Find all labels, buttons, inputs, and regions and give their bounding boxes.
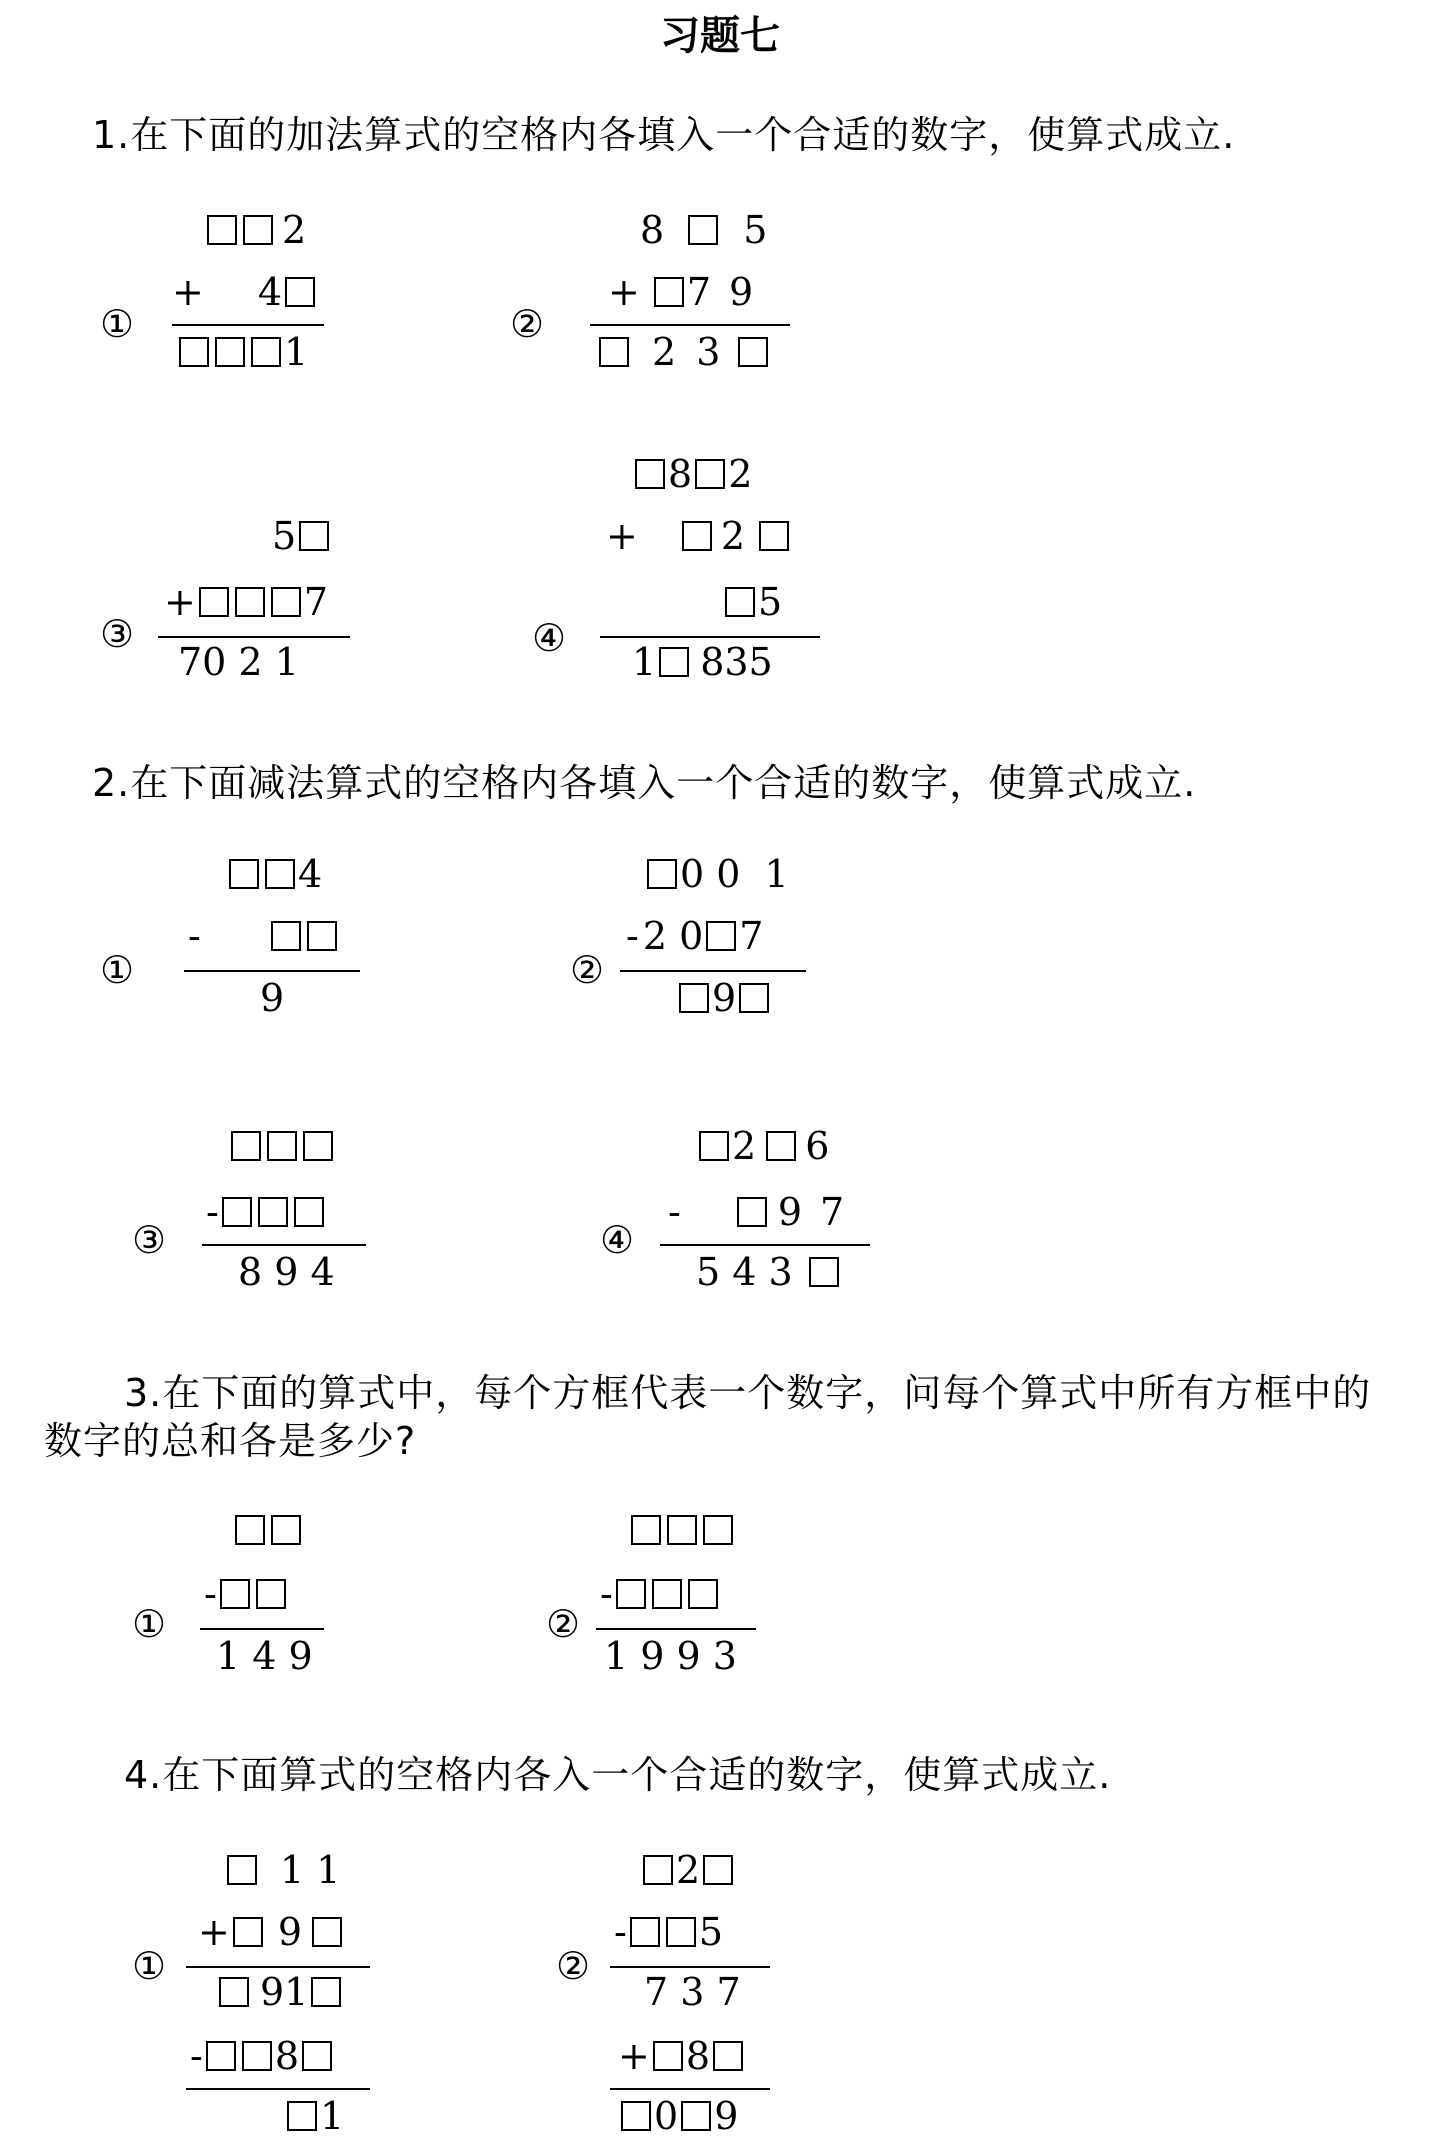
digit-text: + [164,580,196,624]
q4-p1-row5 [284,2094,344,2138]
page-title: 习题七 [660,13,780,59]
sum-line [202,1244,366,1246]
digit-text: 1 9 9 3 [604,1634,737,1678]
blank-box[interactable] [739,983,769,1013]
item-label: ① [100,302,135,346]
q4-p2-row5 [618,2094,738,2138]
digit-text: 8 [668,452,693,496]
q3-p2-row3 [604,1634,737,1678]
blank-box[interactable] [222,1197,252,1227]
blank-box[interactable] [667,1515,697,1545]
blank-box[interactable] [679,983,709,1013]
digit-text: 70 2 1 [178,640,299,684]
digit-text: - [668,1190,681,1234]
digit-text: 0 [654,2094,679,2138]
q1-p2-row2 [608,270,753,314]
digit-text: 1 [764,852,789,896]
sum-line [184,970,360,972]
item-label: ① [100,948,135,992]
q4-p1-row4 [190,2034,335,2078]
digit-text: 3 [696,330,721,374]
digit-text: 7 [739,914,764,958]
q2-p1-row1 [226,852,322,896]
blank-box[interactable] [271,1515,301,1545]
digit-text: 8 [685,2034,711,2078]
digit-text: 5 [743,208,768,252]
blank-box[interactable] [311,1977,341,2007]
digit-text: - [600,1572,613,1616]
digit-text: 91 [260,1970,309,2014]
sum-line [590,324,790,326]
blank-box[interactable] [312,1917,342,1947]
q4-p1-row2 [198,1910,345,1954]
blank-box[interactable] [229,859,259,889]
blank-box[interactable] [303,1131,333,1161]
digit-text: 1 1 [280,1848,341,1892]
sum-line [600,636,820,638]
digit-text: 2 [652,330,677,374]
q4-p2-row4 [618,2034,746,2078]
blank-box[interactable] [643,1855,673,1885]
q1-p2-row1 [640,208,767,252]
digit-text: - [626,914,639,958]
q2-p3-row1 [228,1124,336,1168]
q2-p2-row3 [676,976,772,1020]
blank-box[interactable] [688,1579,718,1609]
blank-box[interactable] [235,587,265,617]
blank-box[interactable] [219,1977,249,2007]
sum-line [610,1966,770,1968]
q1-p3-row2 [164,580,328,624]
digit-text: 1 [320,2094,345,2138]
digit-text: 8 [274,2034,300,2078]
sum-line [610,2088,770,2090]
blank-box[interactable] [242,2041,272,2071]
q3-p2-row1 [628,1508,736,1552]
q4-p2-row3 [644,1970,741,2014]
q4-p2-row2 [614,1910,723,1954]
q1-p1-row3 [176,330,308,374]
blank-box[interactable] [220,1579,250,1609]
sum-line [200,1628,324,1630]
blank-box[interactable] [271,921,301,951]
item-label: ② [510,302,545,346]
blank-box[interactable] [179,337,209,367]
blank-box[interactable] [653,2041,683,2071]
blank-box[interactable] [299,521,329,551]
blank-box[interactable] [599,337,629,367]
sum-line [596,1628,756,1630]
q1-p4-row1 [632,452,752,496]
digit-text: - [188,914,201,958]
blank-box[interactable] [681,2101,711,2131]
item-label: ② [556,1944,591,1988]
q3-p1-row3 [216,1634,313,1678]
blank-box[interactable] [215,337,245,367]
blank-box[interactable] [666,1917,696,1947]
blank-box[interactable] [682,521,712,551]
q2-p3-row3 [238,1250,335,1294]
q2-p3-row2 [206,1190,327,1234]
blank-box[interactable] [258,1197,288,1227]
q4-p1-row3 [216,1970,344,2014]
digit-text: 2 [282,208,307,252]
digit-text: 2 [728,452,753,496]
blank-box[interactable] [307,921,337,951]
digit-text: 7 [303,580,329,624]
blank-box[interactable] [647,859,677,889]
blank-box[interactable] [659,647,689,677]
q1-p3-row1 [272,514,332,558]
digit-text: + [172,270,204,314]
blank-box[interactable] [706,921,736,951]
digit-text: - [204,1572,217,1616]
digit-text: 7 [686,270,712,314]
sum-line [186,1966,370,1968]
digit-text: - [614,1910,627,1954]
blank-box[interactable] [688,215,718,245]
blank-box[interactable] [699,1131,729,1161]
q1-p1-row1 [204,208,306,252]
blank-box[interactable] [231,1131,261,1161]
blank-box[interactable] [294,1197,324,1227]
blank-box[interactable] [302,2041,332,2071]
item-label: ④ [600,1218,635,1262]
blank-box[interactable] [695,459,725,489]
q1-p3-row3 [178,640,299,684]
blank-box[interactable] [265,859,295,889]
blank-box[interactable] [251,337,281,367]
digit-text: 1 [632,640,657,684]
blank-box[interactable] [652,1579,682,1609]
q1-p4-row3 [722,580,782,624]
item-label: ④ [532,616,567,660]
question-2-text: 2.在下面减法算式的空格内各填入一个合适的数字，使算式成立. [92,761,1197,805]
blank-box[interactable] [243,215,273,245]
blank-box[interactable] [759,521,789,551]
digit-text: 2 [676,1848,701,1892]
q3-p2-row2 [600,1572,721,1616]
digit-text: 9 [729,270,754,314]
blank-box[interactable] [199,587,229,617]
q2-p2-row1 [644,852,789,896]
digit-text: 9 [260,976,285,1020]
question-3-text-line1: 3.在下面的算式中，每个方框代表一个数字，问每个算式中所有方框中的 [124,1371,1372,1415]
sum-line [186,2088,370,2090]
blank-box[interactable] [654,277,684,307]
digit-text: + [198,1910,230,1954]
blank-box[interactable] [256,1579,286,1609]
digit-text: 6 [805,1124,830,1168]
blank-box[interactable] [703,1515,733,1545]
digit-text: 9 [277,1910,303,1954]
digit-text: 5 4 3 [696,1250,793,1294]
digit-text: 4 [298,852,323,896]
q2-p1-row2 [188,914,340,958]
digit-text: + [608,270,640,314]
digit-text: 8 [640,208,665,252]
digit-text: 8 9 4 [238,1250,335,1294]
blank-box[interactable] [725,587,755,617]
digit-text: 7 [820,1190,845,1234]
q1-p1-row2 [172,270,318,314]
digit-text: 7 3 7 [644,1970,741,2014]
sum-line [620,970,806,972]
q3-p1-row2 [204,1572,289,1616]
digit-text: + [606,514,638,558]
q1-p4-row4 [632,640,773,684]
question-1-text: 1.在下面的加法算式的空格内各填入一个合适的数字，使算式成立. [92,113,1236,157]
digit-text: 9 [714,2094,739,2138]
blank-box[interactable] [737,1197,767,1227]
blank-box[interactable] [233,1917,263,1947]
digit-text: 5 [698,1910,724,1954]
item-label: ② [546,1602,581,1646]
q2-p4-row1 [696,1124,829,1168]
blank-box[interactable] [631,1515,661,1545]
blank-box[interactable] [271,587,301,617]
q4-p2-row1 [640,1848,736,1892]
q2-p4-row3 [696,1250,842,1294]
q1-p4-row2 [606,514,792,558]
question-4-text: 4.在下面算式的空格内各入一个合适的数字，使算式成立. [124,1753,1112,1797]
q4-p1-row1 [224,1848,340,1892]
q2-p4-row2 [668,1190,844,1234]
item-label: ③ [132,1218,167,1262]
digit-text: + [618,2034,650,2078]
blank-box[interactable] [766,1131,796,1161]
sum-line [660,1244,870,1246]
sum-line [158,636,350,638]
blank-box[interactable] [235,1515,265,1545]
blank-box[interactable] [703,1855,733,1885]
blank-box[interactable] [616,1579,646,1609]
blank-box[interactable] [809,1257,839,1287]
digit-text: - [190,2034,203,2078]
blank-box[interactable] [206,2041,236,2071]
blank-box[interactable] [738,337,768,367]
item-label: ① [132,1944,167,1988]
question-3-text-line2: 数字的总和各是多少? [44,1419,417,1463]
digit-text: - [206,1190,219,1234]
q2-p1-row3 [260,976,284,1020]
blank-box[interactable] [630,1917,660,1947]
blank-box[interactable] [227,1855,257,1885]
digit-text: 2 [732,1124,757,1168]
digit-text: 4 [257,270,283,314]
blank-box[interactable] [621,2101,651,2131]
blank-box[interactable] [635,459,665,489]
sum-line [172,324,324,326]
digit-text: 9 [712,976,737,1020]
blank-box[interactable] [713,2041,743,2071]
digit-text: 1 [284,330,309,374]
digit-text: 835 [700,640,773,684]
q3-p1-row1 [232,1508,304,1552]
digit-text: 1 4 9 [216,1634,313,1678]
digit-text: 2 0 [642,914,704,958]
blank-box[interactable] [287,2101,317,2131]
blank-box[interactable] [267,1131,297,1161]
item-label: ② [570,948,605,992]
q2-p2-row2 [626,914,763,958]
digit-text: 9 [777,1190,803,1234]
digit-text: 5 [758,580,783,624]
digit-text: 5 [272,514,297,558]
item-label: ③ [100,612,135,656]
item-label: ① [132,1602,167,1646]
digit-text: 2 [720,514,746,558]
blank-box[interactable] [207,215,237,245]
digit-text: 0 0 [680,852,741,896]
blank-box[interactable] [285,277,315,307]
q1-p2-row3 [596,330,771,374]
